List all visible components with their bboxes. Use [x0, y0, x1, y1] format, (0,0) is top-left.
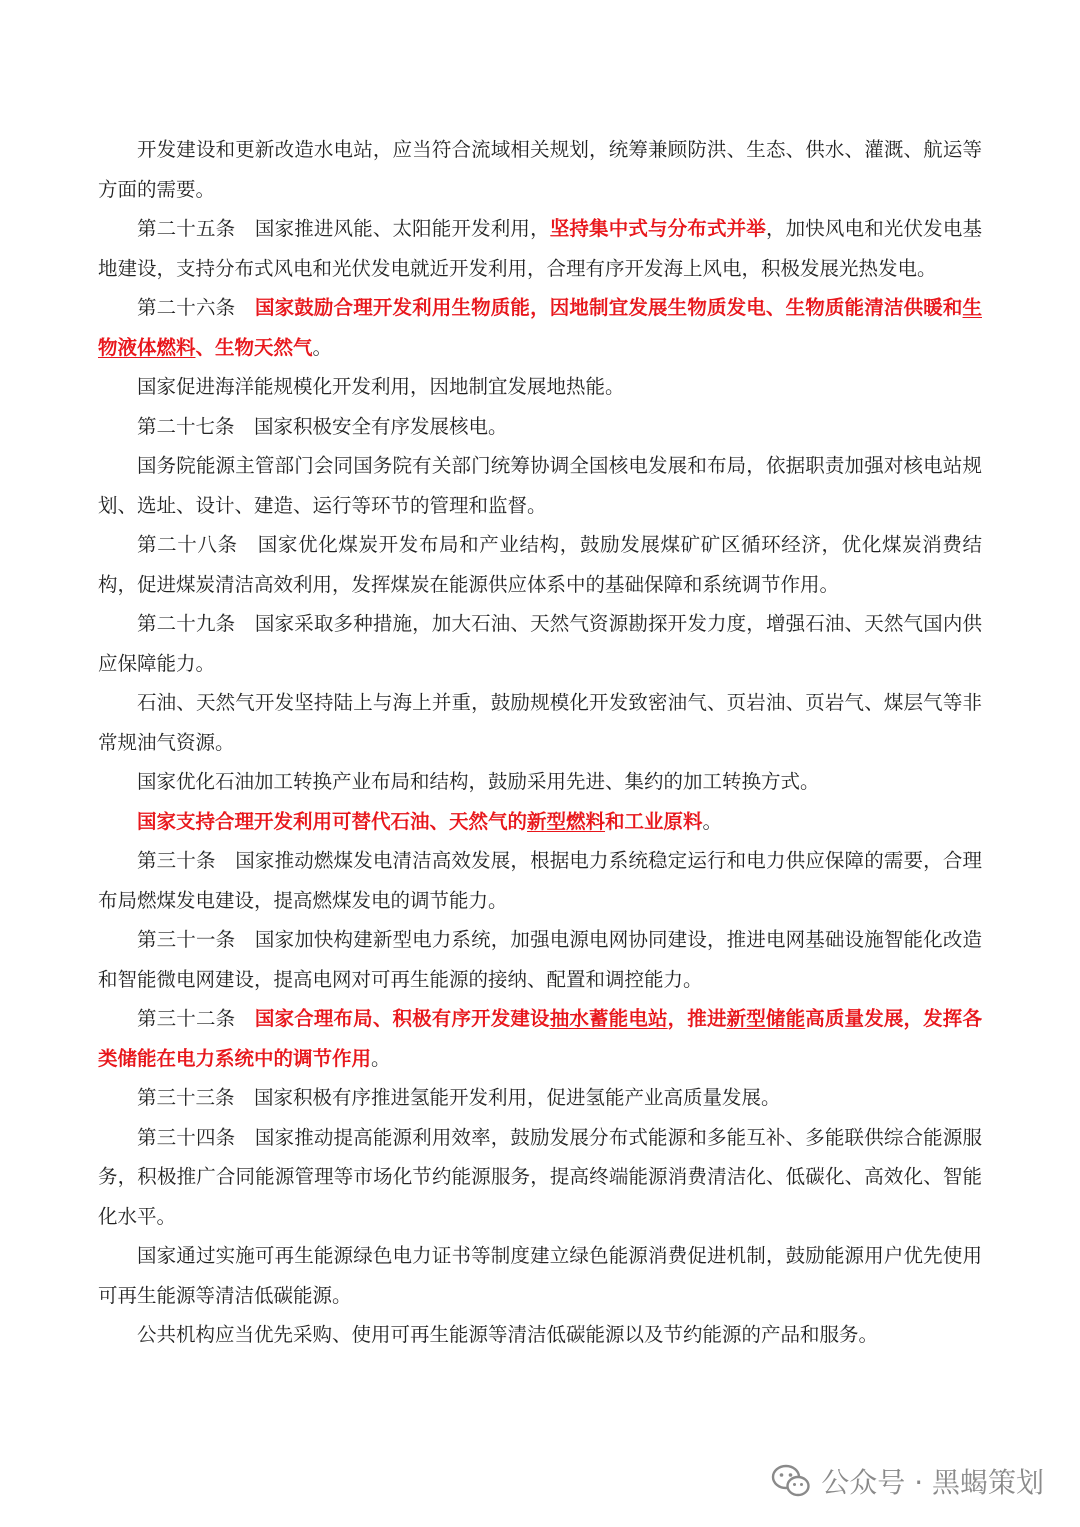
text-run: 第二十八条 国家优化煤炭开发布局和产业结构，鼓励发展煤矿矿区循环经济，优化煤炭消费结构，促进煤炭清洁高效利用，发挥煤炭在能源供应体系中的基础保障和系统调节作用。: [98, 533, 982, 596]
paragraph: [98, 841, 982, 920]
text-run: 。: [702, 809, 723, 833]
highlighted-text: 生物液体燃料: [98, 296, 982, 359]
text-run: 公共机构应当优先采购、使用可再生能源等清洁低碳能源以及节约能源的产品和服务。: [137, 1323, 879, 1346]
paragraph: [98, 920, 982, 999]
text-run: 第二十七条 国家积极安全有序发展核电。: [137, 414, 508, 438]
highlighted-text: 坚持集中式与分布式并举: [549, 217, 766, 240]
paragraph: [98, 999, 982, 1078]
text-run: 第二十五条 国家推进风能、太阳能开发利用，: [137, 217, 550, 240]
paragraph: [98, 1118, 982, 1237]
text-run: 第三十条 国家推动燃煤发电清洁高效发展，根据电力系统稳定运行和电力供应保障的需要，合理布局燃煤发电建设，提高燃煤发电的调节能力。: [98, 849, 982, 912]
text-run: 。: [312, 335, 333, 359]
paragraph: [98, 1236, 982, 1315]
text-run: 石油、天然气开发坚持陆上与海上并重，鼓励规模化开发致密油气、页岩油、页岩气、煤层气等非常规油气资源。: [98, 691, 982, 754]
text-run: 国家促进海洋能规模化开发利用，因地制宜发展地热能。: [137, 375, 625, 398]
text-run: 国家通过实施可再生能源绿色电力证书等制度建立绿色能源消费促进机制，鼓励能源用户优先使用可再生能源等清洁低碳能源。: [98, 1244, 982, 1307]
highlighted-text: 高质量发展，发挥各类储能在电力系统中的调节作用: [98, 1007, 982, 1070]
document-body: [98, 130, 982, 1355]
text-run: 国家优化石油加工转换产业布局和结构，鼓励采用先进、集约的加工转换方式。: [137, 770, 820, 793]
paragraph: [98, 802, 982, 842]
highlighted-text: 国家支持合理开发利用可替代石油、天然气的: [137, 809, 528, 833]
paragraph: [98, 525, 982, 604]
highlighted-text: 和工业原料: [605, 809, 703, 833]
paragraph: [98, 446, 982, 525]
paragraph: [98, 1315, 982, 1355]
highlighted-text: 新型燃料: [527, 809, 606, 833]
text-run: 第三十四条 国家推动提高能源利用效率，鼓励发展分布式能源和多能互补、多能联供综合能源服务，积极推广合同能源管理等市场化节约能源服务，提高终端能源消费清洁化、低碳化、高效化、智能化水平。: [98, 1125, 982, 1228]
text-run: 第三十三条 国家积极有序推进氢能开发利用，促进氢能产业高质量发展。: [137, 1086, 781, 1109]
paragraph: [98, 407, 982, 447]
paragraph: [98, 762, 982, 802]
paragraph: [98, 130, 982, 209]
paragraph: [98, 1078, 982, 1118]
highlighted-text: ，推进: [667, 1007, 727, 1030]
paragraph: [98, 367, 982, 407]
watermark-text: 公众号 · 黑蝎策划: [821, 1466, 1044, 1499]
text-run: ，加快风电和光伏发电基地建设，支持分布式风电和光伏发电就近开发利用，合理有序开发海上风电，积极发展光热发电。: [98, 217, 982, 280]
text-run: 第三十二条: [137, 1007, 255, 1030]
text-run: 第二十九条 国家采取多种措施，加大石油、天然气资源勘探开发力度，增强石油、天然气国内供应保障能力。: [98, 612, 982, 675]
highlighted-text: 抽水蓄能电站: [549, 1007, 668, 1030]
watermark: [771, 1461, 1044, 1501]
text-run: 第二十六条: [137, 296, 255, 319]
paragraph: [98, 604, 982, 683]
highlighted-text: 、生物天然气: [195, 335, 313, 359]
text-run: 国务院能源主管部门会同国务院有关部门统筹协调全国核电发展和布局，依据职责加强对核电站规划、选址、设计、建造、运行等环节的管理和监督。: [98, 454, 982, 517]
text-run: 第三十一条 国家加快构建新型电力系统，加强电源电网协同建设，推进电网基础设施智能化改造和智能微电网建设，提高电网对可再生能源的接纳、配置和调控能力。: [98, 928, 982, 991]
paragraph: [98, 288, 982, 367]
paragraph: [98, 683, 982, 762]
text-run: 开发建设和更新改造水电站，应当符合流域相关规划，统筹兼顾防洪、生态、供水、灌溉、航运等方面的需要。: [98, 138, 982, 201]
wechat-icon: [771, 1464, 811, 1498]
highlighted-text: 国家鼓励合理开发利用生物质能，因地制宜发展生物质发电、生物质能清洁供暖和: [254, 296, 963, 319]
text-run: 。: [371, 1046, 391, 1070]
highlighted-text: 新型储能: [726, 1007, 806, 1030]
highlighted-text: 国家合理布局、积极有序开发建设: [254, 1007, 550, 1030]
paragraph: [98, 209, 982, 288]
